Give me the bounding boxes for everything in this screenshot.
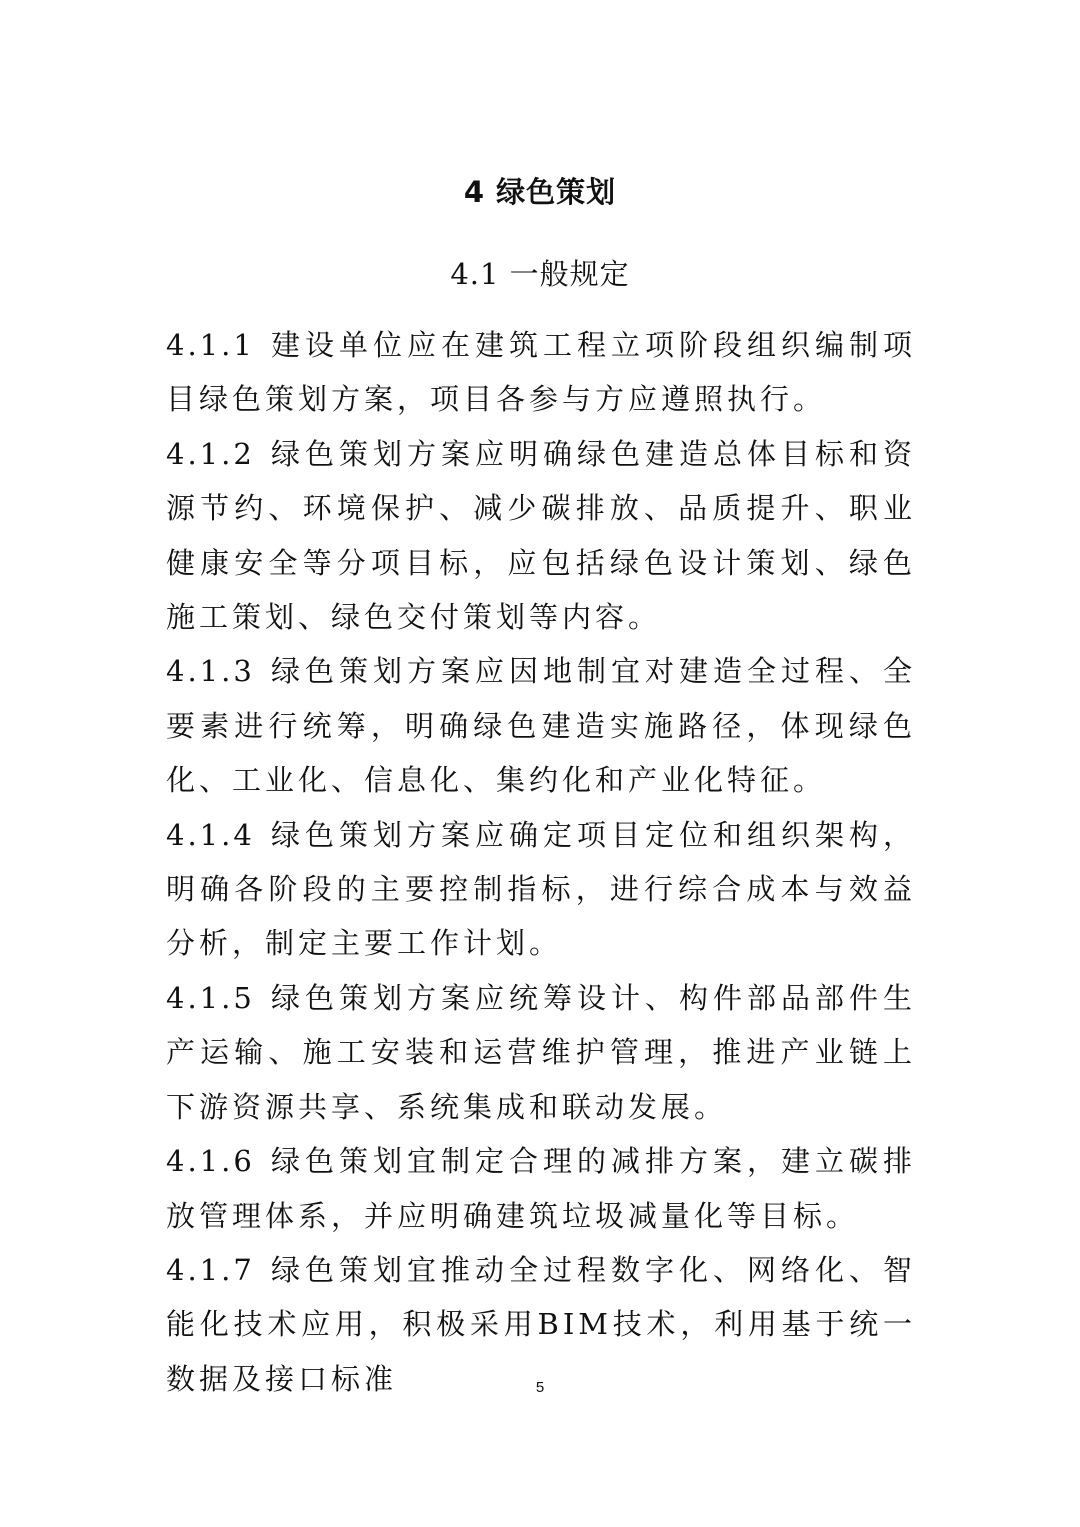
clause-number: 4.1.6 [166, 1144, 255, 1179]
clause-4-1-4 [166, 808, 916, 971]
clause-number: 4.1.2 [166, 436, 255, 471]
chapter-title: 4 绿色策划 [463, 175, 617, 209]
clause-text: 绿色策划方案应明确绿色建造总体目标和资源节约、环境保护、减少碳排放、品质提升、职业健康安全等分项目标，应包括绿色设计策划、绿色施工策划、绿色交付策划等内容。 [166, 436, 916, 635]
clause-4-1-5 [166, 971, 916, 1134]
section-title: 4.1 一般规定 [450, 257, 630, 291]
clause-4-1-2 [166, 427, 916, 645]
clause-4-1-3 [166, 644, 916, 807]
clause-number: 4.1.5 [166, 980, 255, 1015]
clause-text: 建设单位应在建筑工程立项阶段组织编制项目绿色策划方案，项目各参与方应遵照执行。 [166, 328, 916, 417]
clause-number: 4.1.1 [166, 328, 255, 362]
clause-number: 4.1.3 [166, 654, 255, 689]
page-number: 5 [535, 1379, 545, 1396]
clause-text: 绿色策划宜推动全过程数字化、网络化、智能化技术应用，积极采用BIM技术，利用基于统一数据及接口标准 [166, 1252, 916, 1396]
clause-list [166, 318, 916, 1406]
clause-text: 绿色策划方案应因地制宜对建造全过程、全要素进行统筹，明确绿色建造实施路径，体现绿色化、工业化、信息化、集约化和产业化特征。 [166, 654, 916, 798]
clause-4-1-1 [166, 318, 916, 427]
clause-number: 4.1.7 [166, 1252, 255, 1287]
clause-4-1-6 [166, 1134, 916, 1243]
clause-text: 绿色策划宜制定合理的减排方案，建立碳排放管理体系，并应明确建筑垃圾减量化等目标。 [166, 1144, 916, 1233]
clause-number: 4.1.4 [166, 817, 255, 852]
clause-text: 绿色策划方案应统筹设计、构件部品部件生产运输、施工安装和运营维护管理，推进产业链上下游资源共享、系统集成和联动发展。 [166, 980, 916, 1124]
clause-text: 绿色策划方案应确定项目定位和组织架构，明确各阶段的主要控制指标，进行综合成本与效益分析，制定主要工作计划。 [166, 817, 916, 961]
